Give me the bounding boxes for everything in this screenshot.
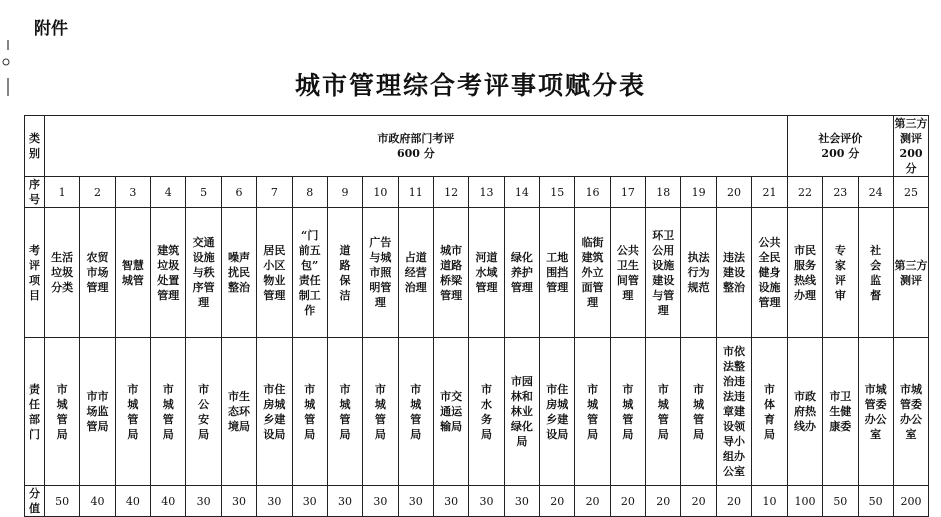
seq-cell-text: 20 xyxy=(727,185,741,199)
dept-cell xyxy=(433,338,468,486)
item-cell xyxy=(257,208,292,338)
group-government xyxy=(45,116,788,177)
page-title: 城市管理综合考评事项赋分表 xyxy=(294,71,646,100)
dept-cell xyxy=(469,338,504,486)
score-cell xyxy=(540,486,575,517)
score-cell-text: 30 xyxy=(267,494,282,508)
dept-cell-text: 市 城 管 局 xyxy=(374,382,386,441)
item-cell-text: 河道 水域 管理 xyxy=(475,251,498,294)
item-cell xyxy=(398,208,433,338)
score-cell xyxy=(823,486,858,517)
dept-cell-text: 市 城 管 局 xyxy=(410,382,422,441)
item-cell-text: 占道 经营 治理 xyxy=(404,251,427,294)
score-cell-text: 20 xyxy=(656,494,671,508)
dept-cell-text: 市 城 管 局 xyxy=(127,382,139,441)
dept-cell xyxy=(893,338,928,486)
score-cell-text: 50 xyxy=(868,494,883,508)
seq-cell xyxy=(363,177,398,208)
item-cell xyxy=(45,208,80,338)
score-cell xyxy=(80,486,115,517)
dept-cell xyxy=(186,338,221,486)
item-cell-text: 建筑 垃圾 处置 管理 xyxy=(157,243,180,302)
dept-cell xyxy=(327,338,362,486)
dept-cell-text: 市住 房城 乡建 设局 xyxy=(546,382,569,441)
seq-cell xyxy=(504,177,539,208)
dept-cell xyxy=(681,338,716,486)
dept-cell xyxy=(45,338,80,486)
dept-cell xyxy=(115,338,150,486)
seq-cell xyxy=(646,177,681,208)
score-cell xyxy=(45,486,80,517)
dept-cell-text: 市 体 育 局 xyxy=(763,382,775,441)
item-cell-text: 工地 围挡 管理 xyxy=(546,251,569,294)
attachment-label: 附件 xyxy=(34,19,68,39)
dept-cell-text: 市城 管委 办公 室 xyxy=(900,382,923,441)
seq-cell xyxy=(823,177,858,208)
item-cell xyxy=(610,208,645,338)
item-cell-text: 广告 与城 市照 明管 理 xyxy=(369,236,392,309)
score-cell-text: 30 xyxy=(338,494,353,508)
dept-cell-text: 市 城 管 局 xyxy=(56,382,68,441)
item-cell xyxy=(540,208,575,338)
seq-cell-text: 17 xyxy=(620,185,635,199)
score-cell xyxy=(752,486,788,517)
item-cell-text: 交通 设施 与秩 序管 理 xyxy=(192,236,215,309)
seq-cell xyxy=(221,177,256,208)
item-cell xyxy=(151,208,186,338)
item-cell-text: 居民 小区 物业 管理 xyxy=(263,243,286,302)
dept-cell-text: 市 水 务 局 xyxy=(480,382,492,441)
seq-cell xyxy=(681,177,716,208)
seq-cell-text: 4 xyxy=(164,185,172,199)
score-cell xyxy=(716,486,751,517)
item-cell xyxy=(681,208,716,338)
seq-cell xyxy=(327,177,362,208)
item-cell-text: 临街 建筑 外立 面管 理 xyxy=(581,236,604,309)
group-government-name: 市政府部门考评 xyxy=(377,132,455,145)
item-cell xyxy=(221,208,256,338)
seq-cell-text: 1 xyxy=(58,185,66,199)
seq-row xyxy=(25,177,929,208)
seq-cell-text: 5 xyxy=(200,185,208,199)
seq-cell-text: 13 xyxy=(479,185,494,199)
seq-cell xyxy=(858,177,893,208)
dept-cell xyxy=(363,338,398,486)
dept-cell-text: 市依 法整 治违 法违 章建 设领 导小 组办 公室 xyxy=(723,345,745,478)
item-cell xyxy=(80,208,115,338)
score-cell-text: 40 xyxy=(90,494,105,508)
item-cell-text: 第三方 测评 xyxy=(894,258,928,287)
score-cell xyxy=(115,486,150,517)
score-cell xyxy=(787,486,822,517)
group-government-points: 600 分 xyxy=(396,147,435,160)
score-cell xyxy=(186,486,221,517)
score-cell xyxy=(893,486,928,517)
seq-cell xyxy=(398,177,433,208)
score-cell xyxy=(504,486,539,517)
seq-cell xyxy=(893,177,928,208)
score-cell xyxy=(469,486,504,517)
item-cell-text: 市民 服务 热线 办理 xyxy=(793,243,816,302)
score-cell-text: 30 xyxy=(408,494,423,508)
item-cell xyxy=(327,208,362,338)
score-cell xyxy=(221,486,256,517)
dept-cell xyxy=(575,338,610,486)
dept-cell xyxy=(80,338,115,486)
seq-cell xyxy=(610,177,645,208)
score-cell-text: 30 xyxy=(302,494,317,508)
seq-cell xyxy=(433,177,468,208)
seq-cell-text: 22 xyxy=(797,185,812,199)
dept-cell-text: 市园 林和 林业 绿化 局 xyxy=(510,375,533,448)
seq-cell-text: 8 xyxy=(306,185,314,199)
item-cell xyxy=(186,208,221,338)
seq-cell-text: 16 xyxy=(585,185,600,199)
dept-cell xyxy=(221,338,256,486)
item-cell-text: 专 家 评 审 xyxy=(834,243,846,302)
dept-cell-text: 市 城 管 局 xyxy=(693,382,705,441)
dept-cell-text: 市卫 生健 康委 xyxy=(829,390,852,433)
seq-cell xyxy=(575,177,610,208)
row-label-category: 类 别 xyxy=(25,116,45,177)
score-row xyxy=(25,486,929,517)
dept-cell xyxy=(257,338,292,486)
seq-cell xyxy=(80,177,115,208)
dept-cell-text: 市 城 管 局 xyxy=(339,382,351,441)
seq-cell-text: 21 xyxy=(762,185,777,199)
dept-cell-text: 市 城 管 局 xyxy=(622,382,634,441)
seq-cell-text: 7 xyxy=(270,185,278,199)
dept-cell xyxy=(292,338,327,486)
item-cell-text: 智慧 城管 xyxy=(121,258,144,287)
score-cell-text: 20 xyxy=(727,494,741,508)
item-cell-text: 绿化 养护 管理 xyxy=(510,251,533,294)
seq-cell xyxy=(151,177,186,208)
item-cell-text: 噪声 扰民 整治 xyxy=(227,251,250,294)
seq-cell-text: 6 xyxy=(235,185,243,199)
score-cell xyxy=(575,486,610,517)
item-cell xyxy=(716,208,751,338)
row-label-score: 分 值 xyxy=(25,486,45,517)
category-row xyxy=(25,116,929,177)
seq-cell-text: 10 xyxy=(373,185,388,199)
group-social-points: 200 分 xyxy=(821,147,860,160)
dept-row xyxy=(25,338,929,486)
score-cell-text: 50 xyxy=(833,494,848,508)
seq-cell xyxy=(292,177,327,208)
score-cell xyxy=(257,486,292,517)
score-cell-text: 10 xyxy=(762,494,777,508)
dept-cell xyxy=(823,338,858,486)
item-cell xyxy=(292,208,327,338)
dept-cell-text: 市交 通运 输局 xyxy=(440,390,463,433)
item-cell xyxy=(752,208,788,338)
seq-cell xyxy=(257,177,292,208)
seq-cell-text: 11 xyxy=(408,185,423,199)
score-cell-text: 20 xyxy=(585,494,600,508)
item-cell xyxy=(469,208,504,338)
dept-cell xyxy=(787,338,822,486)
item-cell xyxy=(575,208,610,338)
seq-cell-text: 3 xyxy=(129,185,137,199)
item-cell-text: 执法 行为 规范 xyxy=(687,251,710,294)
row-label-seq: 序 号 xyxy=(25,177,45,208)
item-cell-text: 违法 建设 整治 xyxy=(723,251,745,294)
item-cell-text: 社 会 监 督 xyxy=(870,243,882,302)
dept-cell-text: 市住 房城 乡建 设局 xyxy=(263,382,286,441)
score-cell xyxy=(858,486,893,517)
item-cell-text: 农贸 市场 管理 xyxy=(86,251,109,294)
score-cell-text: 20 xyxy=(550,494,565,508)
score-cell-text: 20 xyxy=(691,494,706,508)
item-cell-text: 道 路 保 洁 xyxy=(339,243,351,302)
seq-cell xyxy=(787,177,822,208)
seq-cell xyxy=(186,177,221,208)
seq-cell-text: 18 xyxy=(656,185,671,199)
score-cell xyxy=(681,486,716,517)
score-cell xyxy=(327,486,362,517)
dept-cell-text: 市 城 管 局 xyxy=(587,382,599,441)
item-cell xyxy=(858,208,893,338)
dept-cell-text: 市政 府热 线办 xyxy=(793,390,816,433)
row-label-dept: 责 任 部 门 xyxy=(25,338,45,486)
scoring-table xyxy=(24,115,929,517)
score-cell xyxy=(363,486,398,517)
score-cell xyxy=(292,486,327,517)
score-cell-text: 30 xyxy=(514,494,529,508)
dept-cell xyxy=(398,338,433,486)
score-cell xyxy=(646,486,681,517)
dept-cell xyxy=(540,338,575,486)
seq-cell-text: 24 xyxy=(868,185,883,199)
seq-cell-text: 2 xyxy=(94,185,102,199)
item-cell-text: 公共 全民 健身 设施 管理 xyxy=(758,236,781,309)
dept-cell-text: 市生 态环 境局 xyxy=(227,390,250,433)
dept-cell xyxy=(646,338,681,486)
group-third-party: 第三方 测评 200 分 xyxy=(894,117,928,175)
score-cell-text: 30 xyxy=(479,494,494,508)
item-cell-text: 公共 卫生 间管 理 xyxy=(616,243,639,302)
score-cell-text: 30 xyxy=(444,494,459,508)
row-label-item: 考 评 项 目 xyxy=(25,208,45,338)
score-cell-text: 50 xyxy=(55,494,70,508)
seq-cell xyxy=(716,177,751,208)
score-cell-text: 40 xyxy=(125,494,140,508)
seq-cell-text: 23 xyxy=(833,185,848,199)
score-cell-text: 100 xyxy=(794,494,816,508)
dept-cell-text: 市 城 管 局 xyxy=(657,382,669,441)
seq-cell-text: 25 xyxy=(904,185,919,199)
dept-cell xyxy=(504,338,539,486)
dept-cell xyxy=(858,338,893,486)
dept-cell-text: 市 城 管 局 xyxy=(162,382,174,441)
seq-cell-text: 15 xyxy=(550,185,565,199)
group-social xyxy=(787,116,893,177)
dept-cell-text: 市城 管委 办公 室 xyxy=(864,382,887,441)
dept-cell xyxy=(151,338,186,486)
dept-cell xyxy=(716,338,751,486)
dept-cell xyxy=(752,338,788,486)
seq-cell-text: 9 xyxy=(341,185,349,199)
item-cell xyxy=(363,208,398,338)
item-cell-text: 生活 垃圾 分类 xyxy=(51,251,74,294)
score-cell-text: 20 xyxy=(620,494,635,508)
dept-cell-text: 市市 场监 管局 xyxy=(86,390,109,433)
item-cell xyxy=(823,208,858,338)
score-cell-text: 40 xyxy=(161,494,176,508)
group-social-name: 社会评价 xyxy=(818,132,863,145)
item-cell-text: 环卫 公用 设施 建设 与管 理 xyxy=(652,228,675,317)
item-cell xyxy=(433,208,468,338)
item-cell xyxy=(504,208,539,338)
score-cell xyxy=(151,486,186,517)
item-cell-text: “门 前五 包” 责任 制工 作 xyxy=(298,228,321,317)
score-cell-text: 200 xyxy=(900,494,922,508)
seq-cell xyxy=(752,177,788,208)
item-row xyxy=(25,208,929,338)
item-cell xyxy=(115,208,150,338)
score-cell xyxy=(610,486,645,517)
score-cell xyxy=(433,486,468,517)
item-cell-text: 城市 道路 桥梁 管理 xyxy=(440,243,463,302)
seq-cell xyxy=(469,177,504,208)
score-cell-text: 30 xyxy=(196,494,211,508)
seq-cell-text: 14 xyxy=(514,185,529,199)
seq-cell xyxy=(115,177,150,208)
seq-cell-text: 19 xyxy=(691,185,706,199)
dept-cell-text: 市 公 安 局 xyxy=(198,382,210,441)
item-cell xyxy=(893,208,928,338)
item-cell xyxy=(646,208,681,338)
score-cell-text: 30 xyxy=(373,494,388,508)
seq-cell xyxy=(540,177,575,208)
seq-cell-text: 12 xyxy=(444,185,459,199)
dept-cell xyxy=(610,338,645,486)
item-cell xyxy=(787,208,822,338)
dept-cell-text: 市 城 管 局 xyxy=(304,382,316,441)
score-cell xyxy=(398,486,433,517)
score-cell-text: 30 xyxy=(231,494,246,508)
seq-cell xyxy=(45,177,80,208)
